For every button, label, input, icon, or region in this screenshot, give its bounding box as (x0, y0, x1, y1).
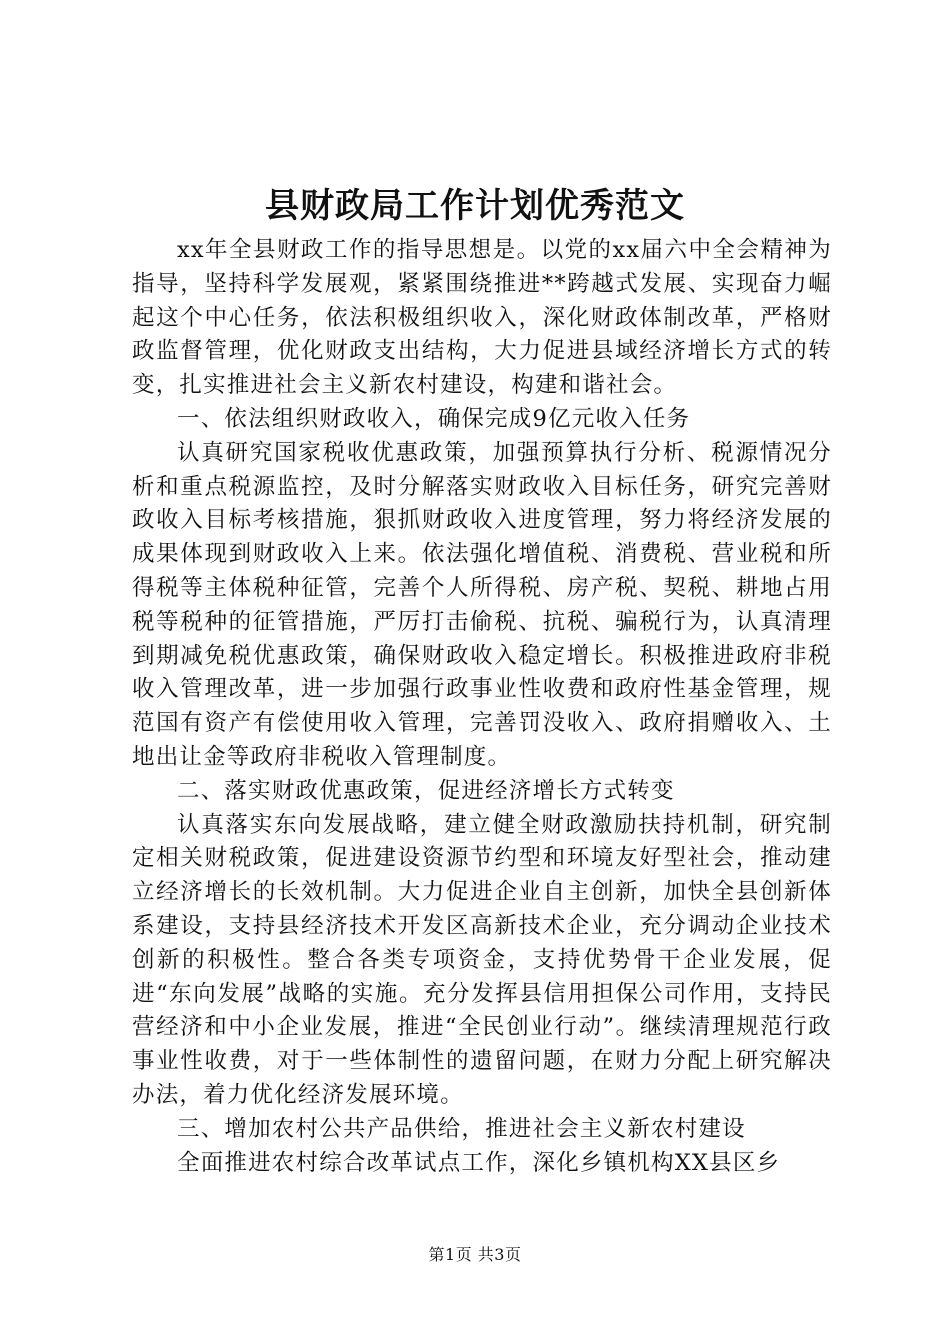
document-body (132, 234, 832, 1180)
section-heading-1: 一、依法组织财政收入，确保完成9亿元收入任务 (177, 405, 691, 432)
intro-paragraph: xx年全县财政工作的指导思想是。以党的xx届六中全会精神为指导，坚持科学发展观，紧紧围绕推进**跨越式发展、实现奋力崛起这个中心任务，依法积极组织收入，深化财政体制改革，严格财政监督管理，优化财政支出结构，大力促进县域经济增长方式的转变，扎实推进社会主义新农村建设，构建和谐社会。 (132, 237, 832, 399)
section-paragraph-1: 认真研究国家税收优惠政策，加强预算执行分析、税源情况分析和重点税源监控，及时分解落实财政收入目标任务，研究完善财政收入目标考核措施，狠抓财政收入进度管理，努力将经济发展的成果体现到财政收入上来。依法强化增值税、消费税、营业税和所得税等主体税种征管，完善个人所得税、房产税、契税、耕地占用税等税种的征管措施，严厉打击偷税、抗税、骗税行为，认真清理到期减免税优惠政策，确保财政收入稳定增长。积极推进政府非税收入管理改革，进一步加强行政事业性收费和政府性基金管理，规范国有资产有偿使用收入管理，完善罚没收入、政府捐赠收入、土地出让金等政府非税收入管理制度。 (132, 439, 832, 770)
section-paragraph-2: 认真落实东向发展战略，建立健全财政激励扶持机制，研究制定相关财税政策，促进建设资源节约型和环境友好型社会，推动建立经济增长的长效机制。大力促进企业自主创新，加快全县创新体系建设，支持县经济技术开发区高新技术企业，充分调动企业技术创新的积极性。整合各类专项资金，支持优势骨干企业发展，促进“东向发展”战略的实施。充分发挥县信用担保公司作用，支持民营经济和中小企业发展，推进“全民创业行动”。继续清理规范行政事业性收费，对于一些体制性的遗留问题，在财力分配上研究解决办法，着力优化经济发展环境。 (132, 811, 832, 1108)
page-footer: 第1页 共3页 (428, 1245, 522, 1264)
section-paragraph-3: 全面推进农村综合改革试点工作，深化乡镇机构XX县区乡 (177, 1149, 781, 1176)
document-title: 县财政局工作计划优秀范文 (265, 186, 685, 226)
section-heading-2: 二、落实财政优惠政策，促进经济增长方式转变 (177, 777, 675, 804)
section-heading-3: 三、增加农村公共产品供给，推进社会主义新农村建设 (177, 1115, 746, 1142)
